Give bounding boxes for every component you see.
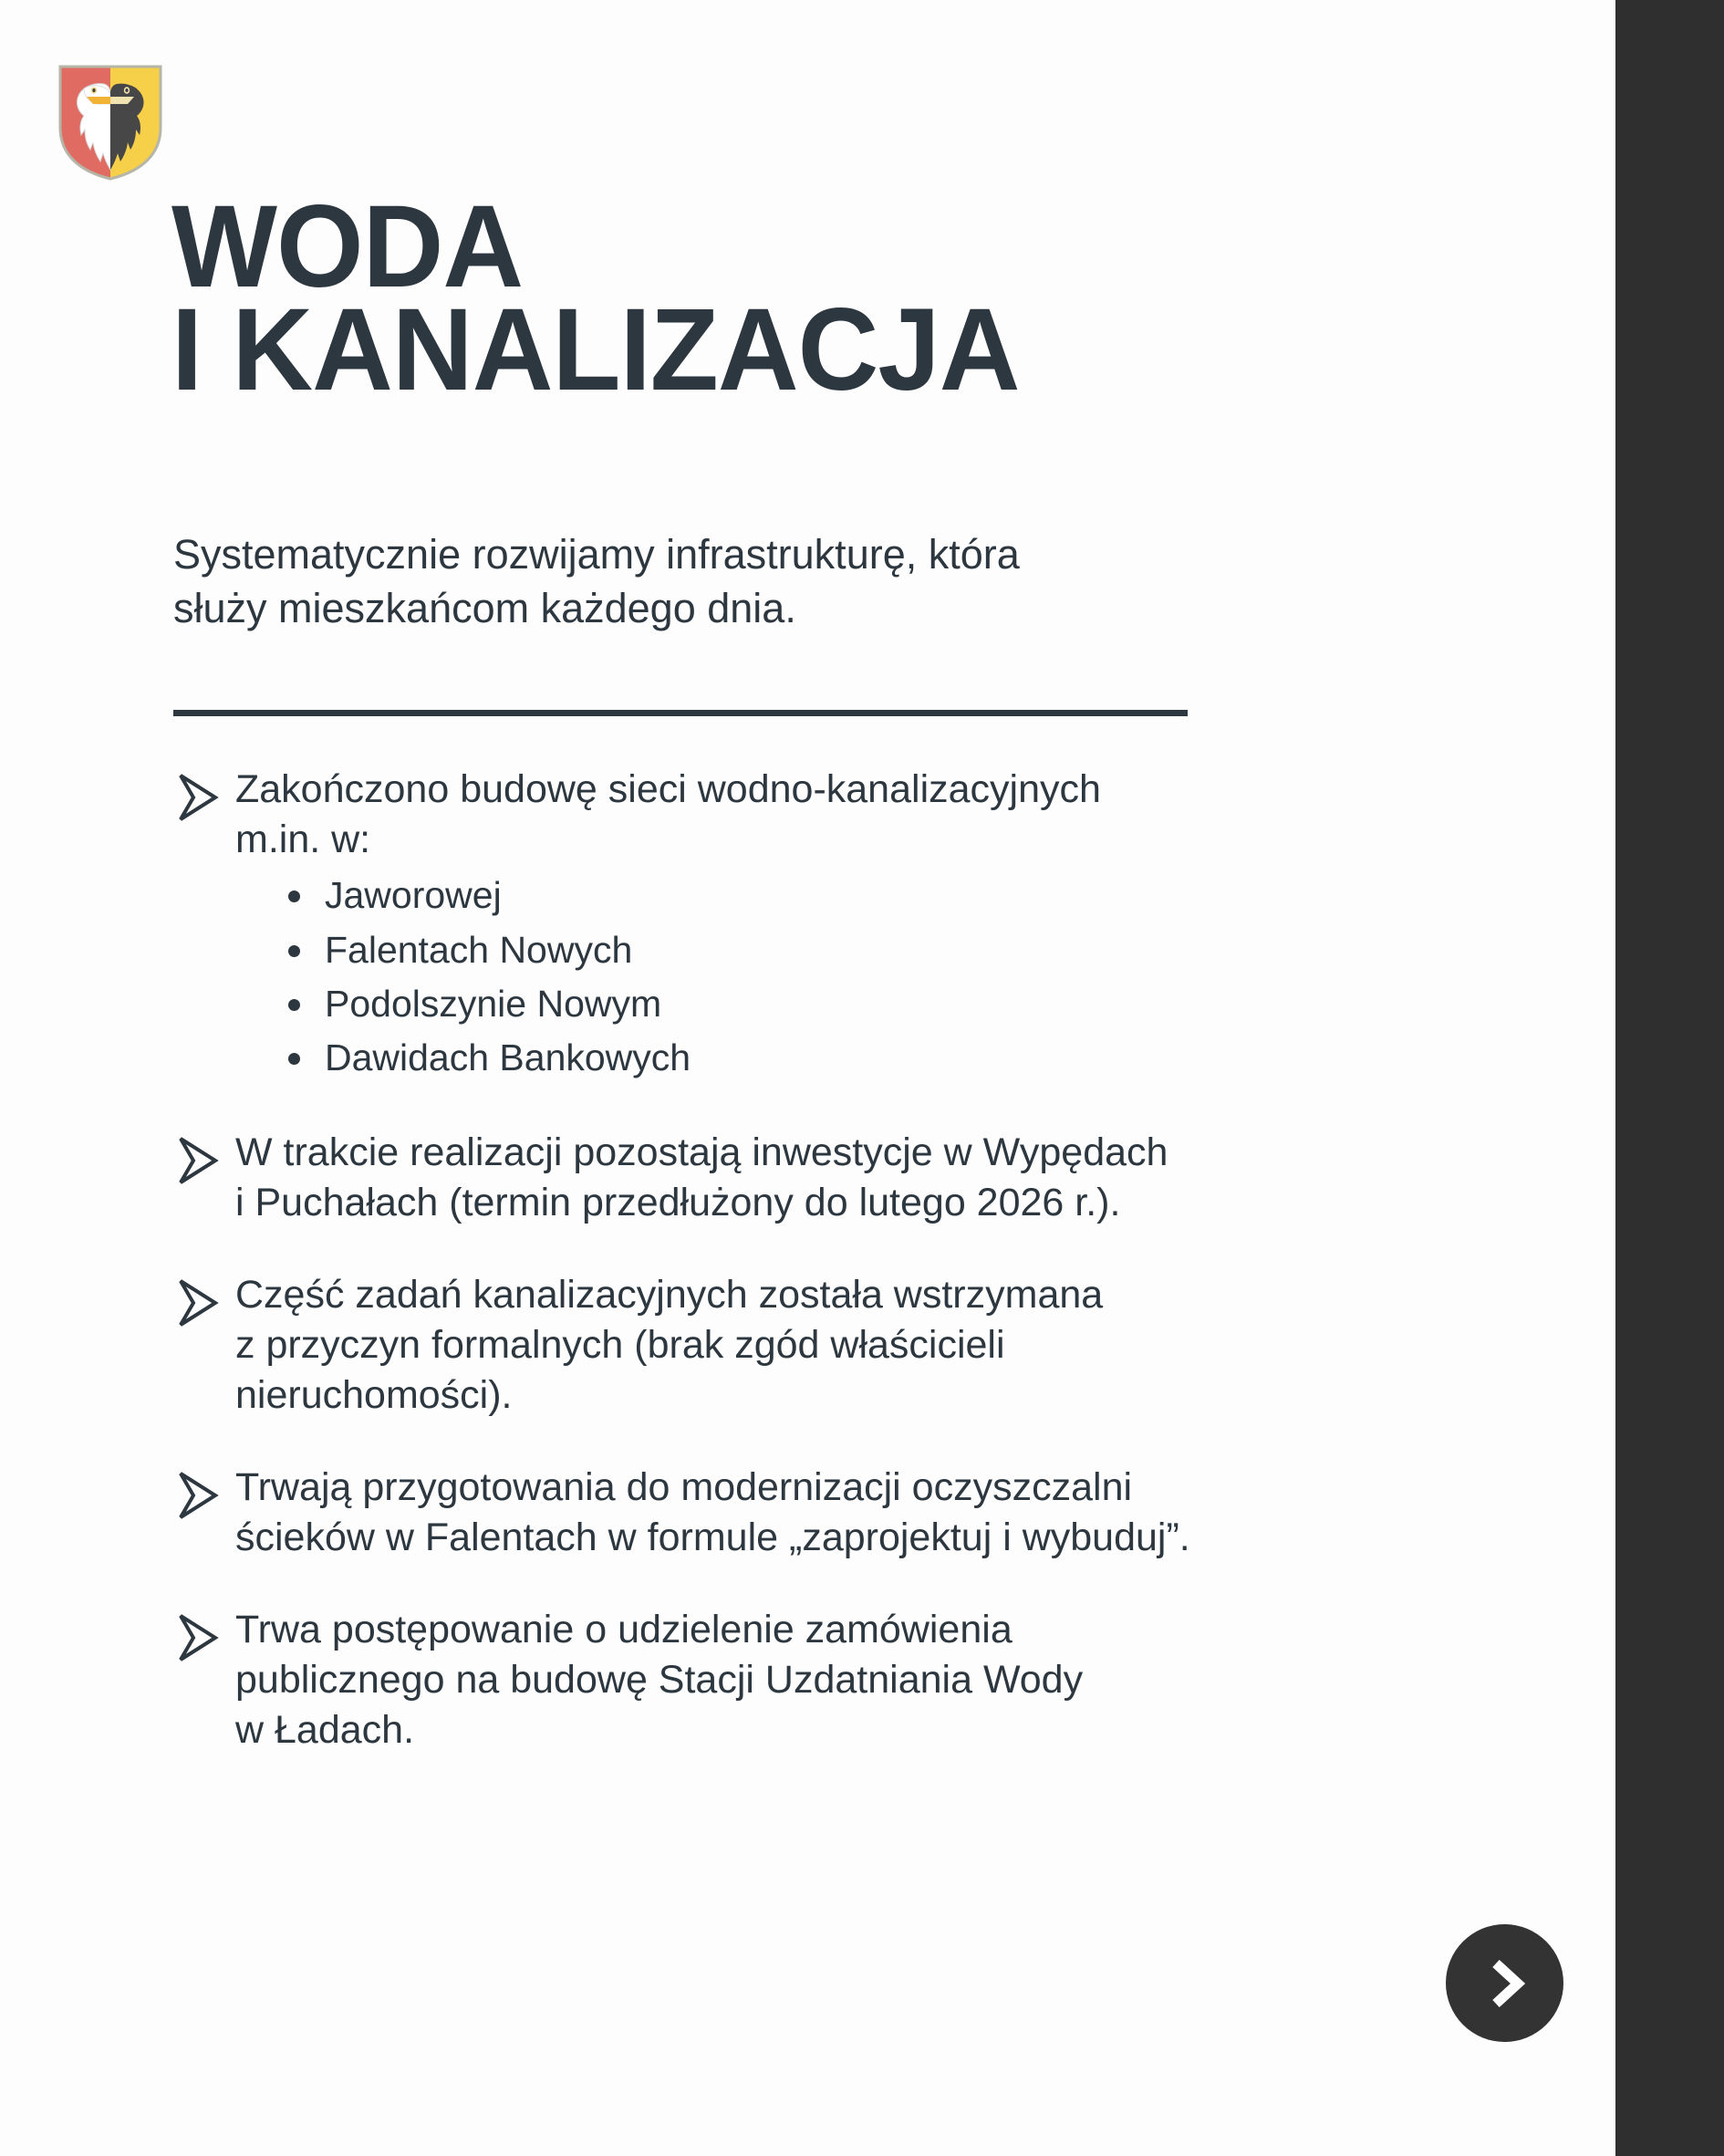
- list-item-line: Trwają przygotowania do modernizacji oczyszczalni: [235, 1464, 1133, 1509]
- chevron-outline-icon: [173, 765, 221, 828]
- subtitle-line-1: Systematycznie rozwijamy infrastrukturę, która: [173, 531, 1020, 578]
- list-item-line: Część zadań kanalizacyjnych została wstrzymana: [235, 1272, 1104, 1317]
- list-item-body: [235, 1270, 1578, 1421]
- sub-list: [235, 869, 1578, 1086]
- subtitle-line-2: służy mieszkańcom każdego dnia.: [173, 585, 796, 632]
- chevron-outline-icon: [173, 1270, 221, 1333]
- list-item-line: w Ładach.: [235, 1708, 415, 1753]
- right-decorative-strip: [1615, 0, 1724, 2156]
- list-item-line: z przyczyn formalnych (brak zgód właścicieli: [235, 1322, 1005, 1367]
- chevron-outline-icon: [173, 1128, 221, 1191]
- subtitle: [173, 527, 1450, 636]
- chevron-outline-icon: [173, 1463, 221, 1526]
- list-item-line: publicznego na budowę Stacji Uzdatniania Wody: [235, 1658, 1084, 1703]
- list-item-body: [235, 1605, 1578, 1755]
- list-item-body: [235, 1463, 1578, 1563]
- list-item-line: ścieków w Falentach w formule „zaprojektuj i wybuduj”.: [235, 1515, 1190, 1559]
- chevron-outline-icon: [173, 1605, 221, 1668]
- list-item-line: Zakończono budowę sieci wodno-kanalizacyjnych: [235, 767, 1101, 811]
- list-item: [173, 1463, 1578, 1563]
- next-slide-button[interactable]: [1446, 1924, 1563, 2042]
- list-item-line: m.in. w:: [235, 818, 371, 862]
- sub-list-item: Jaworowej: [235, 869, 1578, 922]
- list-item-body: [235, 765, 1578, 1086]
- horizontal-divider: [173, 710, 1188, 716]
- list-item-body: [235, 1128, 1578, 1228]
- coat-of-arms-icon: [57, 64, 164, 181]
- list-item: [173, 1128, 1578, 1228]
- sub-list-item: Podolszynie Nowym: [235, 977, 1578, 1031]
- title-line-2: I KANALIZACJA: [171, 284, 1020, 415]
- list-item: [173, 765, 1578, 1086]
- list-item-line: Trwa postępowanie o udzielenie zamówienia: [235, 1608, 1013, 1652]
- list-item: [173, 1605, 1578, 1755]
- sub-list-item: Falentach Nowych: [235, 923, 1578, 977]
- title-line-1: WODA: [171, 182, 524, 312]
- list-item-line: i Puchałach (termin przedłużony do lutego 2026 r.).: [235, 1180, 1121, 1224]
- list-item: [173, 1270, 1578, 1421]
- page-title: [171, 182, 1449, 415]
- list-item-line: W trakcie realizacji pozostają inwestycje w Wypędach: [235, 1130, 1168, 1174]
- list-item-line: nieruchomości).: [235, 1372, 513, 1417]
- bullet-list: [173, 765, 1578, 1797]
- chevron-right-icon: [1478, 1956, 1532, 2011]
- sub-list-item: Dawidach Bankowych: [235, 1031, 1578, 1085]
